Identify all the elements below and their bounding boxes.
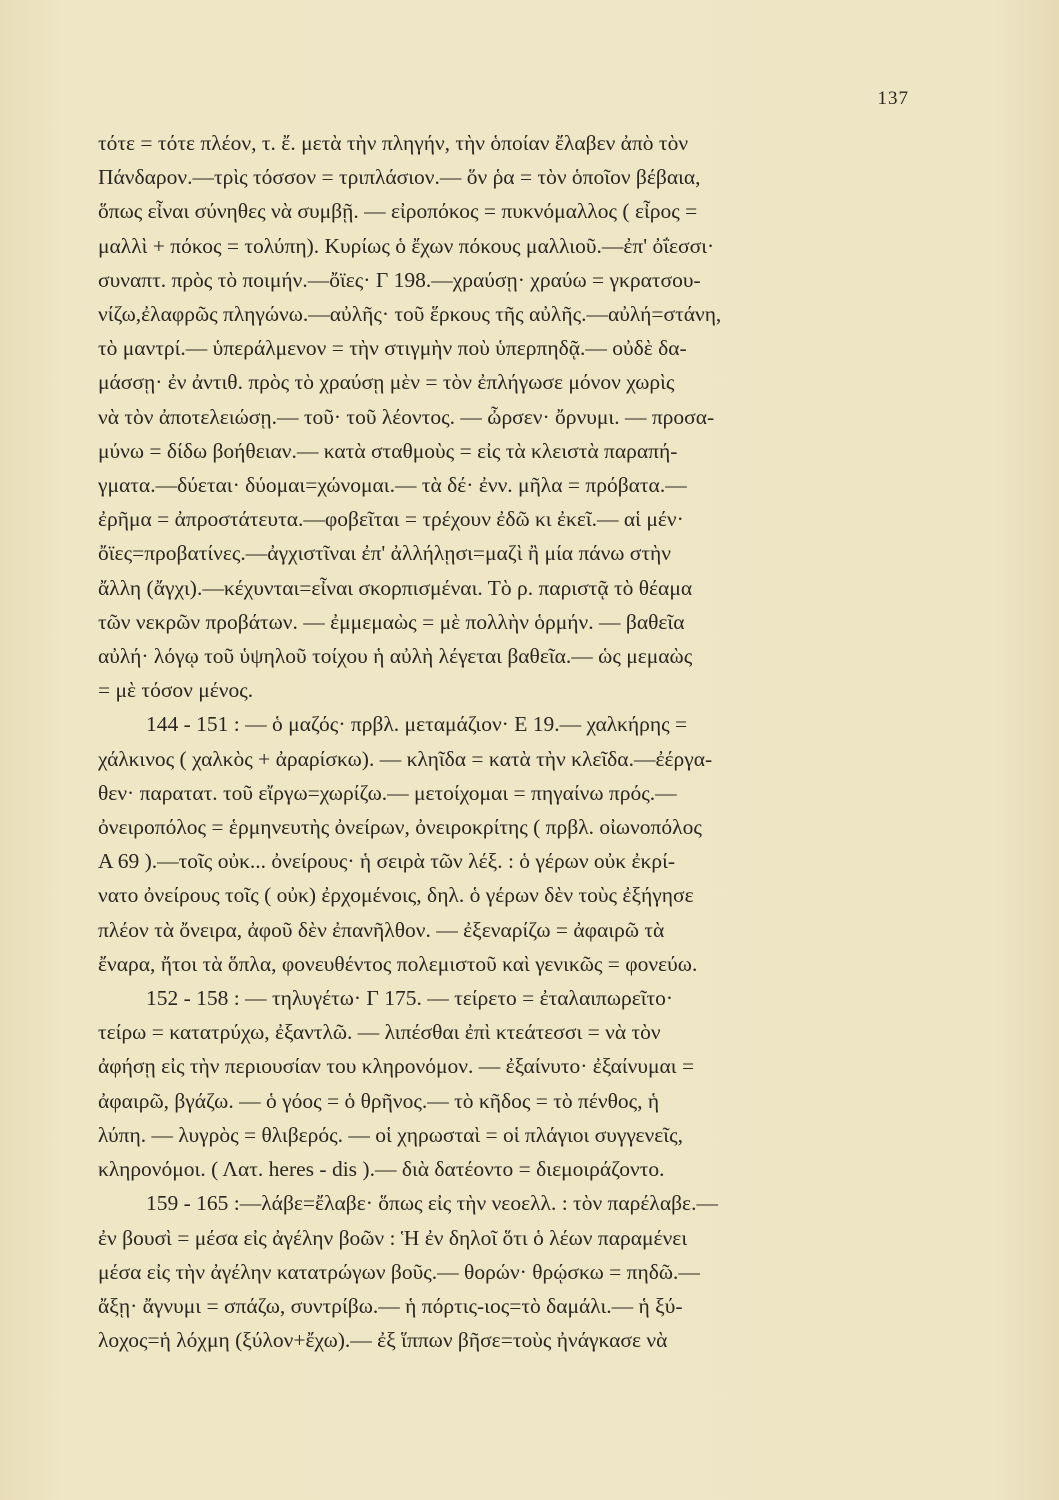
text-line: τὸ μαντρί.— ὑπεράλμενον = τὴν στιγμὴν ποὺ ὑπερπηδᾷ.— οὐδὲ δα-: [98, 336, 687, 361]
text-line: αὐλή· λόγῳ τοῦ ὑψηλοῦ τοίχου ἡ αὐλὴ λέγεται βαθεῖα.— ὡς μεμαὼς: [98, 644, 693, 669]
commentary-text: [98, 126, 916, 1357]
text-line: χάλκινος ( χαλκὸς + ἀραρίσκω). — κληῖδα = κατὰ τὴν κλεῖδα.—ἐέργα-: [98, 746, 713, 771]
text-line: ἄξῃ· ἄγνυμι = σπάζω, συντρίβω.— ἡ πόρτις-ιος=τὸ δαμάλι.— ἡ ξύ-: [98, 1293, 683, 1318]
page-number: 137: [877, 88, 909, 109]
text-line: κληρονόμοι. ( Λατ. heres - dis ).— διὰ δατέοντο = διεμοιράζοντο.: [98, 1157, 665, 1182]
text-line: θεν· παρατατ. τοῦ εἴργω=χωρίζω.— μετοίχομαι = πηγαίνω πρός.—: [98, 780, 677, 805]
text-line: ἀφαιρῶ, βγάζω. — ὁ γόος = ὁ θρῆνος.— τὸ κῆδος = τὸ πένθος, ἡ: [98, 1088, 660, 1113]
text-line: λοχος=ἡ λόχμη (ξύλον+ἔχω).— ἐξ ἵππων βῆσε=τοὺς ἠνάγκασε νὰ: [98, 1328, 668, 1353]
section-start-line: 152 - 158 : — τηλυγέτω· Γ 175. — τείρετο = ἐταλαιπωρεῖτο·: [146, 986, 674, 1011]
text-line: ἐρῆμα = ἀπροστάτευτα.—φοβεῖται = τρέχουν ἐδῶ κι ἐκεῖ.— αἱ μέν·: [98, 507, 684, 532]
text-line: νίζω,ἐλαφρῶς πληγώνω.—αὐλῆς· τοῦ ἕρκους τῆς αὐλῆς.—αὐλή=στάνη,: [98, 302, 722, 327]
text-line: πλέον τὰ ὄνειρα, ἀφοῦ δὲν ἐπανῆλθον. — ἐξεναρίζω = ἀφαιρῶ τὰ: [98, 917, 665, 942]
section-start-line: 144 - 151 : — ὁ μαζός· πρβλ. μεταμάζιον· Ε 19.— χαλκήρης =: [146, 712, 688, 737]
text-line: ὅπως εἶναι σύνηθες νὰ συμβῇ. — εἰροπόκος = πυκνόμαλλος ( εἶρος =: [98, 199, 698, 224]
text-line: μύνω = δίδω βοήθειαν.— κατὰ σταθμοὺς = εἰς τὰ κλειστὰ παραπή-: [98, 438, 678, 463]
text-line: ἐν βουσὶ = μέσα εἰς ἀγέλην βοῶν : Ἡ ἐν δηλοῖ ὅτι ὁ λέων παραμένει: [98, 1225, 688, 1250]
text-line: γματα.—δύεται· δύομαι=χώνομαι.— τὰ δέ· ἐνν. μῆλα = πρόβατα.—: [98, 473, 687, 498]
text-line: συναπτ. πρὸς τὸ ποιμήν.—ὄϊες· Γ 198.—χραύσῃ· χραύω = γκρατσου-: [98, 267, 701, 292]
text-line: τῶν νεκρῶν προβάτων. — ἐμμεμαὼς = μὲ πολλὴν ὁρμήν. — βαθεῖα: [98, 609, 685, 634]
text-line: ὀνειροπόλος = ἑρμηνευτὴς ὀνείρων, ὀνειροκρίτης ( πρβλ. οἰωνοπόλος: [98, 815, 702, 840]
text-line: ἔναρα, ἤτοι τὰ ὅπλα, φονευθέντος πολεμιστοῦ καὶ γενικῶς = φονεύω.: [98, 951, 698, 976]
text-line: μέσα εἰς τὴν ἀγέλην κατατρώγων βοῦς.— θορών· θρῴσκω = πηδῶ.—: [98, 1259, 700, 1284]
text-line: τότε = τότε πλέον, τ. ἔ. μετὰ τὴν πληγήν, τὴν ὁποίαν ἔλαβεν ἀπὸ τὸν: [98, 131, 689, 155]
text-line: λύπη. — λυγρὸς = θλιβερός. — οἱ χηρωσταὶ = οἱ πλάγιοι συγγενεῖς,: [98, 1122, 683, 1147]
text-line: ὄϊες=προβατίνες.—ἀγχιστῖναι ἐπ' ἀλλήλῃσι=μαζὶ ἢ μία πάνω στὴν: [98, 541, 672, 566]
text-line: ἄλλη (ἄγχι).—κέχυνται=εἶναι σκορπισμέναι. Τὸ ρ. παριστᾷ τὸ θέαμα: [98, 575, 693, 600]
section-start-line: 159 - 165 :—λάβε=ἔλαβε· ὅπως εἰς τὴν νεοελλ. : τὸν παρέλαβε.—: [146, 1191, 718, 1216]
text-line: νὰ τὸν ἀποτελειώσῃ.— τοῦ· τοῦ λέοντος. — ὦρσεν· ὄρνυμι. — προσα-: [98, 404, 715, 429]
text-line: μάσσῃ· ἐν ἀντιθ. πρὸς τὸ χραύσῃ μὲν = τὸν ἐπλήγωσε μόνον χωρὶς: [98, 370, 675, 395]
text-line: Α 69 ).—τοῖς οὐκ... ὀνείρους· ἡ σειρὰ τῶν λέξ. : ὁ γέρων οὐκ ἐκρί-: [98, 849, 676, 874]
text-line: = μὲ τόσον μένος.: [98, 678, 254, 703]
text-line: νατο ὀνείρους τοῖς ( οὐκ) ἐρχομένοις, δηλ. ὁ γέρων δὲν τοὺς ἐξήγησε: [98, 883, 694, 908]
text-line: μαλλὶ + πόκος = τολύπη). Κυρίως ὁ ἔχων πόκους μαλλιοῦ.—ἐπ' ὀΐεσσι·: [98, 233, 715, 258]
text-line: τείρω = κατατρύχω, ἐξαντλῶ. — λιπέσθαι ἐπὶ κτεάτεσσι = νὰ τὸν: [98, 1020, 661, 1045]
text-line: Πάνδαρον.—τρὶς τόσσον = τριπλάσιον.— ὅν ῥα = τὸν ὁποῖον βέβαια,: [98, 165, 701, 190]
text-line: ἀφήσῃ εἰς τὴν περιουσίαν του κληρονόμον. — ἐξαίνυτο· ἐξαίνυμαι =: [98, 1054, 695, 1079]
